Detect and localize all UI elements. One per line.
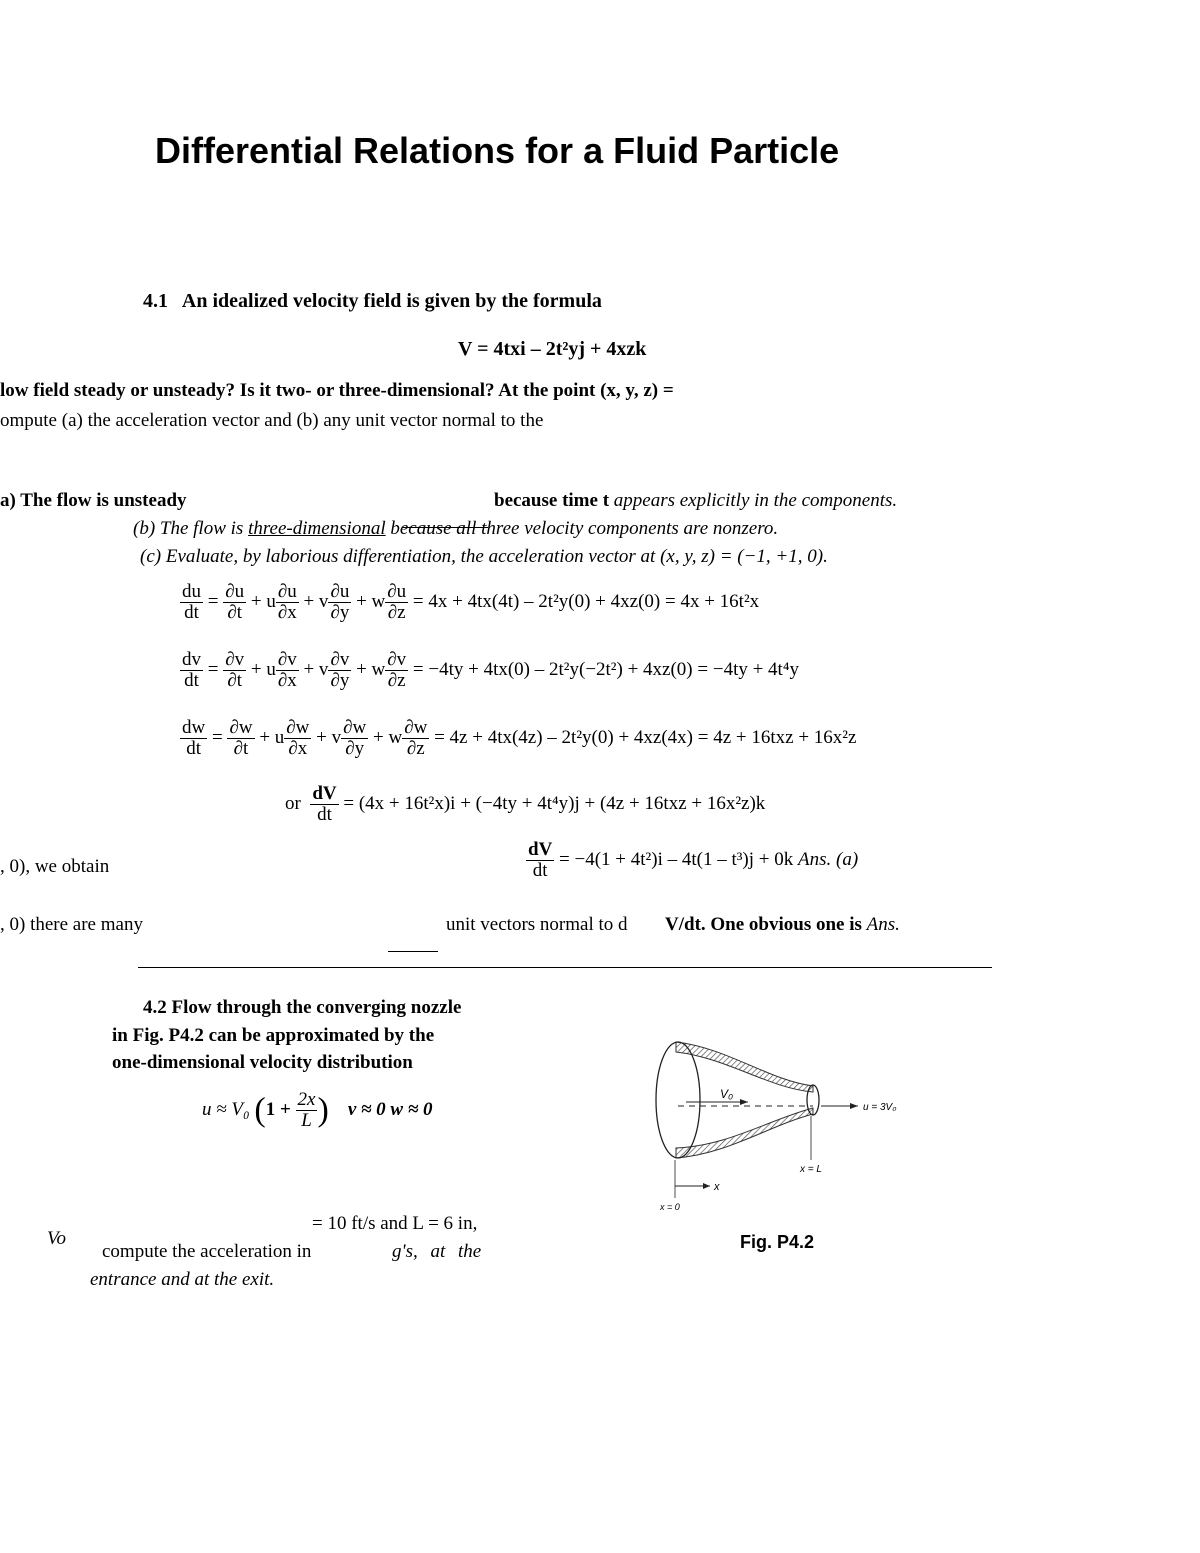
nozzle-figure	[648, 1030, 928, 1215]
problem-4-2-line2: in Fig. P4.2 can be approximated by the	[112, 1025, 435, 1046]
equation-dV-dt-rhs: = (4x + 16t²x)i + (−4ty + 4t⁴y)j + (4z + 16txz + 16x²z)k	[343, 792, 766, 814]
problem-number: 4.1	[143, 290, 168, 312]
normal-vector-text-left: , 0) there are many	[0, 914, 143, 935]
vo-label: Vo	[47, 1228, 66, 1249]
equation-v-w: v ≈ 0 w ≈ 0	[347, 1098, 433, 1120]
nozzle-inlet-ellipse	[656, 1042, 700, 1158]
equation-dV-dt: or $\frac{dV}{dt}$ = (4x + 16t²x)i + (−4ty + 4t⁴y)j + (4z + 16txz + 16x²z)k	[285, 783, 766, 825]
problem-4-2-line3: one-dimensional velocity distribution	[112, 1052, 413, 1073]
solution-a-text: a) The flow is unsteady	[0, 490, 187, 511]
label-x-L: x = L	[800, 1164, 822, 1175]
nozzle-velocity-equation: u ≈ V₀ (1 + $\frac{2x}{L}$ ) v ≈ 0 w ≈ 0	[202, 1089, 433, 1131]
problem-4-2-line1: 4.2 Flow through the converging nozzle	[143, 997, 462, 1018]
normal-vector-text-mid: unit vectors normal to d	[446, 914, 628, 935]
problem-intro-text: An idealized velocity field is given by the formula	[181, 290, 602, 312]
normal-vector-statement: V/dt. One obvious one is	[665, 914, 862, 935]
compute-text: compute the acceleration in	[102, 1241, 312, 1262]
fraction-numerator: 2x	[297, 1089, 316, 1110]
given-values: = 10 ft/s and L = 6 in,	[312, 1213, 478, 1234]
velocity-formula: V = 4txi – 2t²yj + 4xzk	[458, 338, 647, 360]
solution-a-continuation	[494, 490, 897, 512]
section-divider	[138, 967, 992, 968]
equation-dv-dt-rhs: = −4ty + 4tx(0) – 2t²y(−2t²) + 4xz(0) = −4ty + 4t⁴y	[412, 658, 799, 680]
solution-b-lead: (b) The flow is	[133, 518, 244, 539]
problem-question-line2: ompute (a) the acceleration vector and (b) any unit vector normal to the	[0, 410, 544, 431]
label-v0: V₀	[720, 1087, 734, 1101]
entrance-exit-text: entrance and at the exit.	[90, 1269, 275, 1290]
solution-b-answer: three-dimensional	[248, 518, 386, 539]
equation-dV-dt-point: $\frac{dV}{dt}$ = −4(1 + 4t²)i – 4t(1 – t³)j + 0k Ans. (a)	[528, 839, 859, 881]
label-x-0: x = 0	[660, 1202, 680, 1212]
solution-c: (c) Evaluate, by laborious differentiation, the acceleration vector at (x, y, z) = (−1, +1, 0).	[140, 546, 828, 567]
solution-a-reason: appears explicitly in the components.	[613, 490, 898, 511]
figure-caption: Fig. P4.2	[740, 1232, 815, 1252]
fraction-denominator: L	[301, 1109, 312, 1131]
problem-4-1-intro	[143, 290, 602, 313]
label-u-exit: u = 3V₀	[863, 1102, 897, 1113]
solution-a-because: because time t	[494, 490, 610, 511]
solution-b-reason: because all three velocity components are nonzero.	[390, 518, 779, 539]
equation-u: u ≈ V₀	[202, 1098, 250, 1120]
blank-line	[388, 933, 438, 952]
answer-a-label: Ans. (a)	[798, 848, 859, 870]
problem-question: low field steady or unsteady? Is it two- or three-dimensional? At the point (x, y, z) =	[0, 380, 674, 401]
at-point-text: , 0), we obtain	[0, 856, 110, 877]
equation-dw-dt-rhs: = 4z + 4tx(4z) – 2t²y(0) + 4xz(4x) = 4z + 16txz + 16x²z	[434, 726, 857, 748]
label-x: x	[714, 1181, 720, 1193]
answer-label: Ans.	[866, 914, 900, 935]
normal-vector-text-right	[665, 914, 900, 936]
equation-dV-dt-point-rhs: = −4(1 + 4t²)i – 4t(1 – t³)j + 0k	[559, 848, 794, 870]
gs-text: g's, at the	[392, 1241, 482, 1262]
fraction: $\frac{du}{dt}$	[182, 581, 201, 623]
equation-du-dt-rhs: = 4x + 4tx(4t) – 2t²y(0) + 4xz(0) = 4x + 16t²x	[412, 590, 760, 612]
equation-dv-dt: $\frac{dv}{dt}$ = $\frac{\partial v}{\partial t}$ + u $\frac{\partial v}{\partial x}$ + v $\frac{\partial v}{\partial y}$ + w $\frac{\partial v}{\partial z}$ = −4ty + 4tx(0) – 2t²y(−2t²) + 4xz(0) = −4ty + 4t⁴y	[182, 649, 799, 691]
page-title: Differential Relations for a Fluid Particle	[155, 130, 840, 171]
equation-dw-dt: $\frac{dw}{dt}$ = $\frac{\partial w}{\partial t}$ + u $\frac{\partial w}{\partial x}$ + v $\frac{\partial w}{\partial y}$ + w $\frac{\partial w}{\partial z}$ = 4z + 4tx(4z) – 2t²y(0) + 4xz(4x) = 4z + 16txz + 16x²z	[182, 717, 857, 759]
equation-du-dt: $\frac{du}{dt}$ = $\frac{\partial u}{\partial t}$ + u $\frac{\partial u}{\partial x}$ + v $\frac{\partial u}{\partial y}$ + w $\frac{\partial u}{\partial z}$ = 4x + 4tx(4t) – 2t²y(0) + 4xz(0) = 4x + 16t²x	[182, 581, 760, 623]
solution-b	[133, 518, 778, 540]
